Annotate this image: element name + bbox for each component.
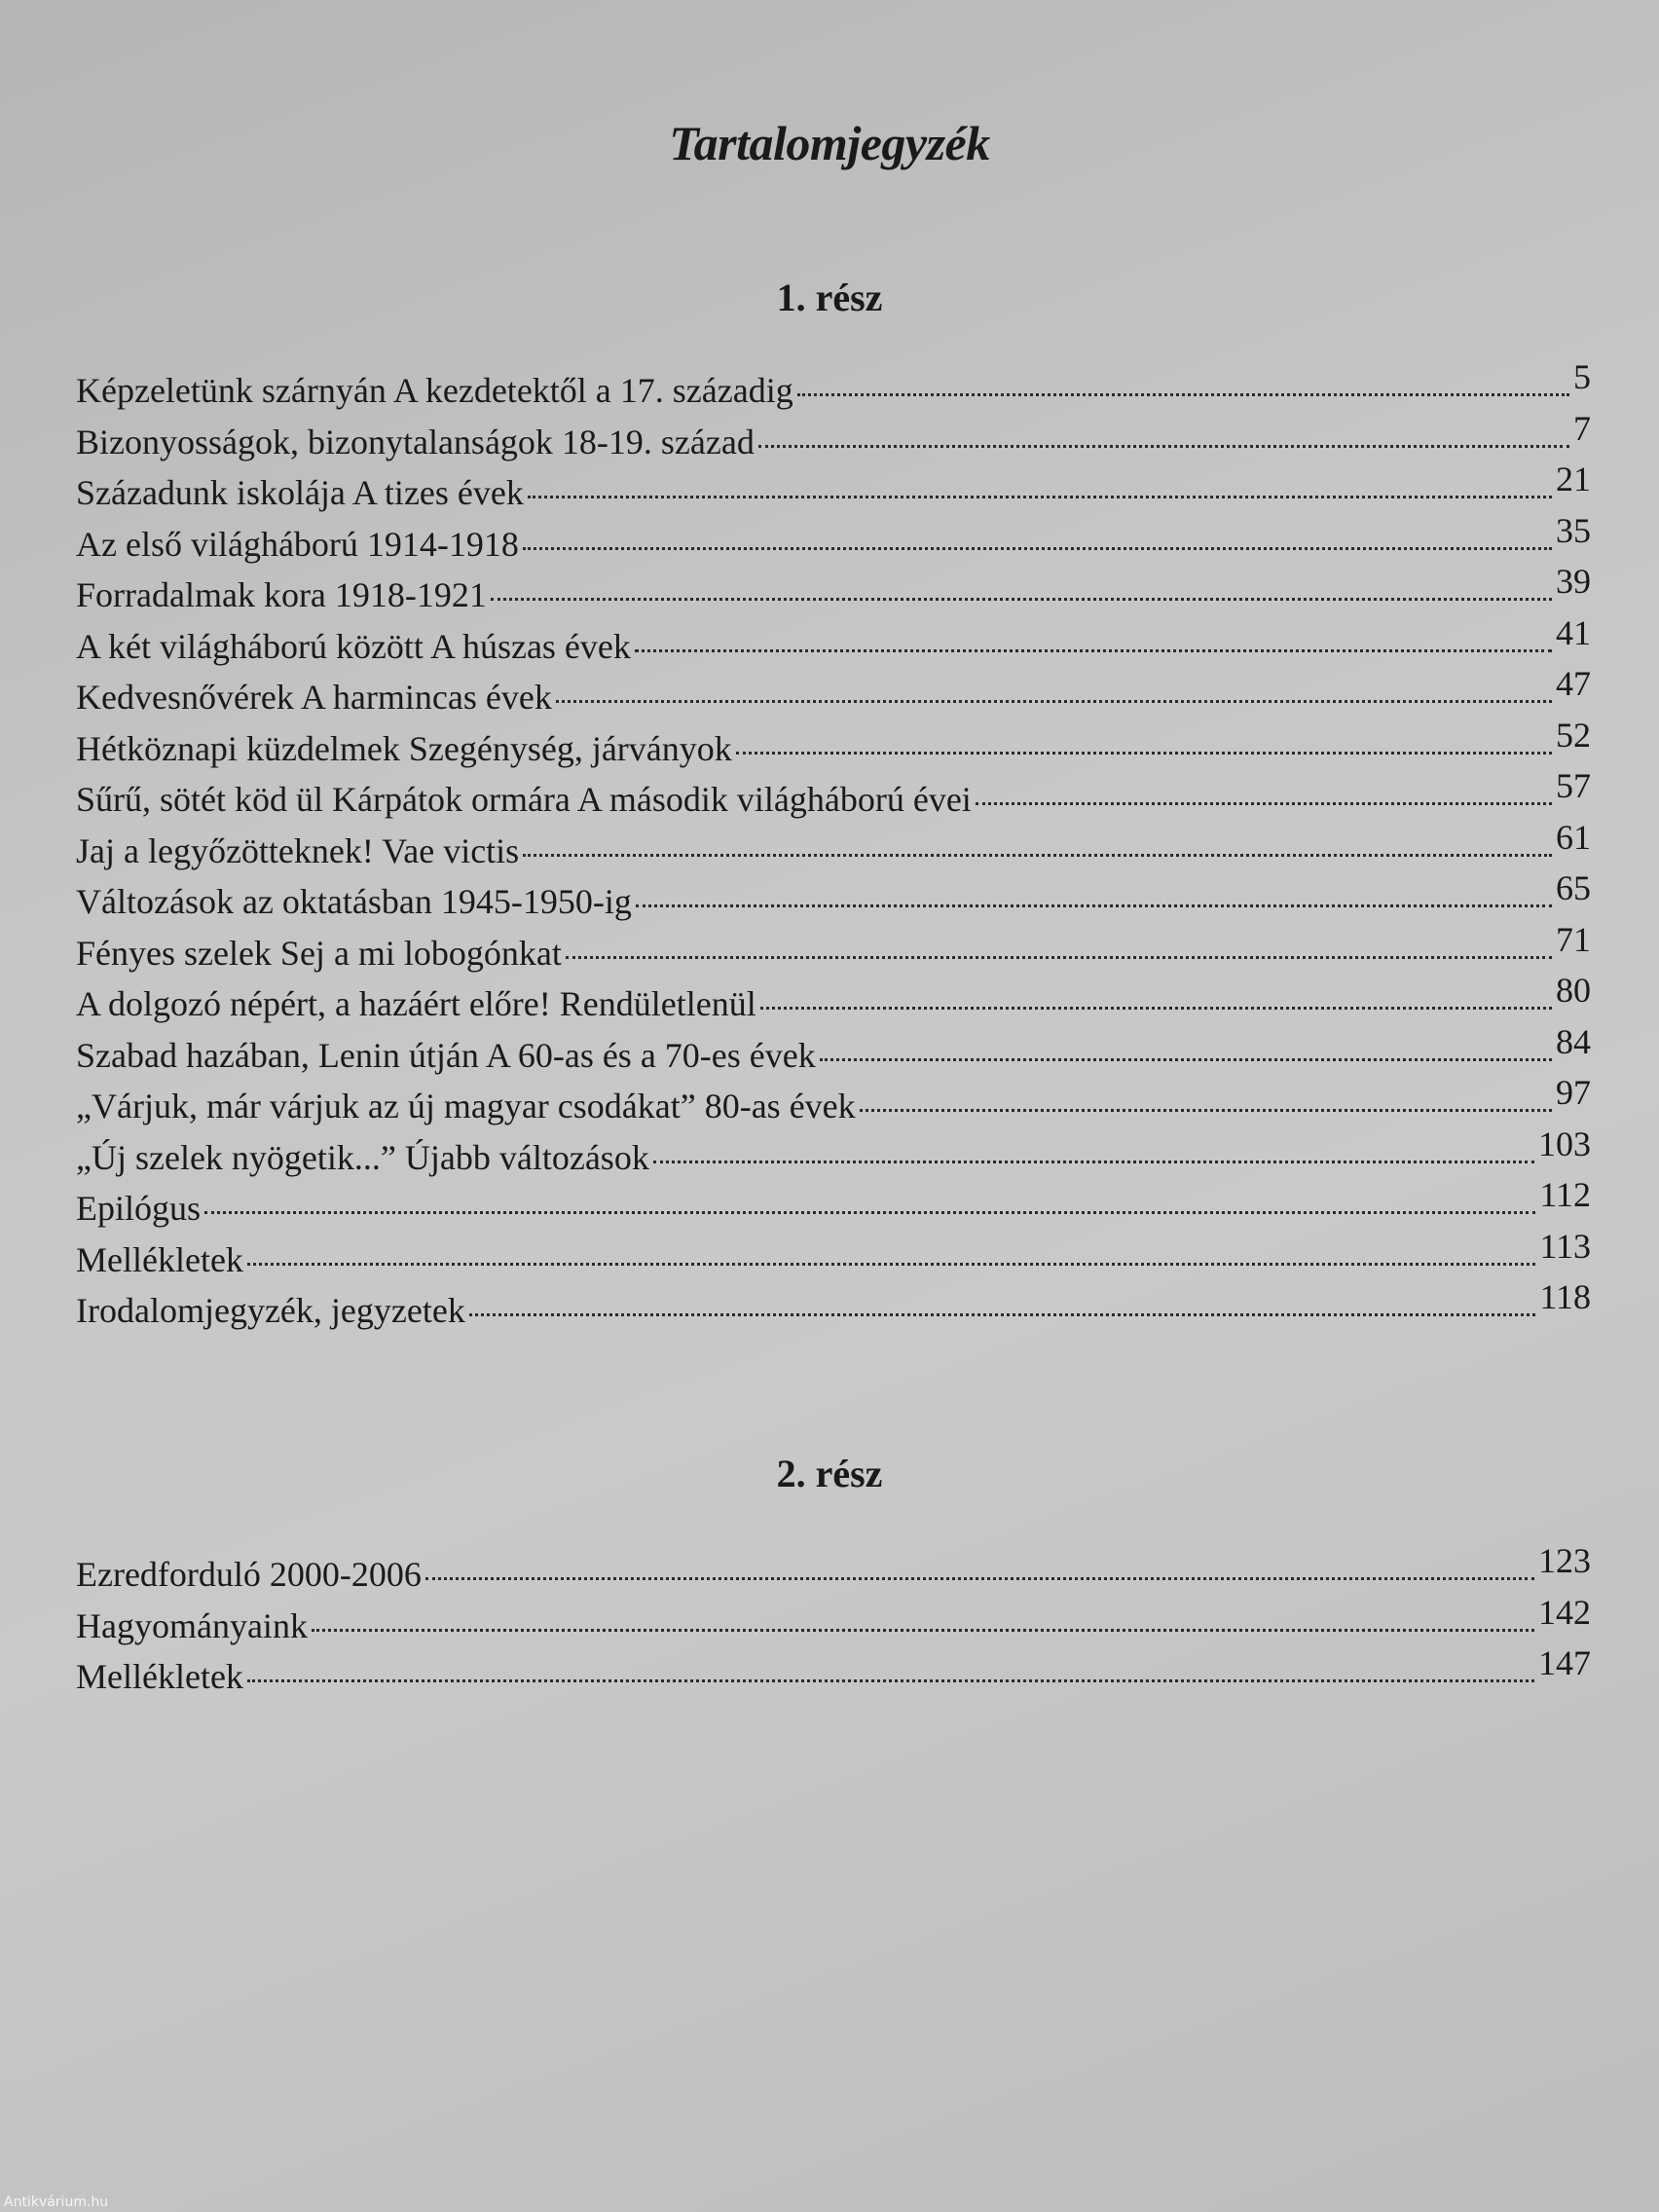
toc-entry-page-number: 52	[1556, 715, 1591, 755]
toc-entry-page-number: 21	[1556, 460, 1591, 498]
toc-leader-dots	[425, 1577, 1534, 1580]
toc-entry-title: Fényes szelek Sej a mi lobogónkat	[76, 933, 562, 973]
toc-entry-title: „Új szelek nyögetik...” Újabb változások	[76, 1137, 649, 1177]
toc-entry-title: Sűrű, sötét köd ül Kárpátok ormára A második világháború évei	[76, 780, 972, 819]
toc-entry-page-number: 118	[1539, 1277, 1591, 1316]
toc-leader-dots	[860, 1109, 1552, 1112]
toc-entry	[76, 1277, 1591, 1342]
toc-entry-page-number: 84	[1556, 1021, 1591, 1061]
toc-entry	[76, 715, 1591, 780]
toc-entry-page-number: 57	[1556, 766, 1591, 805]
toc-leader-dots	[247, 1263, 1535, 1266]
toc-entry-title: Szabad hazában, Lenin útján A 60-as és a 70-es évek	[76, 1035, 816, 1075]
toc-leader-dots	[653, 1161, 1534, 1163]
toc-entry-page-number: 103	[1538, 1124, 1591, 1163]
toc-entry-title: A dolgozó népért, a hazáért előre! Rendületlenül	[76, 984, 756, 1023]
toc-entry-page-number: 147	[1538, 1643, 1591, 1682]
toc-entry-title: „Várjuk, már várjuk az új magyar csodákat” 80-as évek	[76, 1087, 856, 1125]
toc-leader-dots	[976, 802, 1552, 805]
toc-entry	[76, 1073, 1591, 1137]
toc-entry	[76, 1541, 1591, 1605]
toc-part2-list	[76, 1541, 1591, 1708]
part2-heading: 2. rész	[776, 1452, 883, 1495]
toc-entry-page-number: 39	[1556, 562, 1591, 601]
toc-entry-title: A két világháború között A húszas évek	[76, 626, 631, 666]
toc-leader-dots	[247, 1679, 1534, 1682]
toc-leader-dots	[523, 547, 1552, 550]
watermark: Antikvárium.hu	[4, 2194, 109, 2210]
toc-entry	[76, 817, 1591, 882]
toc-entry-page-number: 41	[1556, 612, 1591, 652]
toc-entry-page-number: 113	[1539, 1226, 1591, 1266]
toc-entry-page-number: 123	[1538, 1541, 1591, 1580]
toc-entry-page-number: 112	[1539, 1175, 1591, 1214]
toc-leader-dots	[635, 649, 1552, 652]
toc-leader-dots	[523, 854, 1552, 857]
toc-entry-page-number: 61	[1556, 817, 1591, 857]
toc-entry	[76, 766, 1591, 830]
toc-entry	[76, 408, 1591, 473]
toc-entry	[76, 919, 1591, 984]
toc-leader-dots	[736, 752, 1552, 755]
toc-entry	[76, 460, 1591, 524]
toc-entry-title: Epilógus	[76, 1189, 202, 1228]
toc-entry-page-number: 65	[1556, 868, 1591, 907]
toc-entry-title: Hétköznapi küzdelmek Szegénység, járványok	[76, 728, 732, 768]
toc-entry-title: Mellékletek	[76, 1657, 243, 1696]
toc-entry	[76, 1592, 1591, 1657]
toc-entry-page-number: 80	[1556, 971, 1591, 1010]
toc-entry-title: Mellékletek	[76, 1239, 243, 1279]
toc-entry	[76, 868, 1591, 933]
page-title: Tartalomjegyzék	[669, 116, 990, 170]
toc-entry	[76, 1124, 1591, 1189]
toc-leader-dots	[469, 1313, 1536, 1316]
toc-entry	[76, 562, 1591, 626]
toc-entry	[76, 1226, 1591, 1291]
toc-entry	[76, 971, 1591, 1035]
toc-entry-title: Ezredforduló 2000-2006	[76, 1555, 422, 1594]
toc-leader-dots	[528, 496, 1552, 498]
toc-leader-dots	[758, 445, 1569, 448]
toc-leader-dots	[636, 904, 1552, 907]
toc-entry-title: Századunk iskolája A tizes évek	[76, 473, 524, 512]
toc-leader-dots	[556, 700, 1552, 703]
toc-entry-title: Irodalomjegyzék, jegyzetek	[76, 1291, 465, 1330]
toc-entry-title: Változások az oktatásban 1945-1950-ig	[76, 882, 632, 921]
toc-leader-dots	[312, 1629, 1534, 1632]
toc-leader-dots	[566, 956, 1552, 959]
toc-entry-page-number: 35	[1556, 510, 1591, 550]
toc-entry	[76, 510, 1591, 575]
toc-entry-page-number: 7	[1573, 408, 1591, 448]
toc-entry	[76, 1643, 1591, 1708]
toc-entry-page-number: 142	[1538, 1592, 1591, 1632]
toc-part1-list	[76, 357, 1591, 1342]
toc-entry-title: Bizonyosságok, bizonytalanságok 18-19. század	[76, 422, 755, 461]
toc-entry-title: Kedvesnővérek A harmincas évek	[76, 678, 552, 717]
toc-leader-dots	[820, 1058, 1552, 1061]
toc-entry-title: Az első világháború 1914-1918	[76, 524, 519, 564]
toc-leader-dots	[797, 393, 1569, 396]
toc-entry-title: Jaj a legyőzötteknek! Vae victis	[76, 830, 520, 870]
toc-leader-dots	[491, 598, 1552, 601]
toc-entry	[76, 612, 1591, 678]
toc-entry	[76, 664, 1591, 728]
toc-leader-dots	[760, 1007, 1552, 1010]
toc-entry-page-number: 5	[1573, 357, 1591, 396]
toc-entry-page-number: 47	[1556, 664, 1591, 703]
toc-leader-dots	[204, 1211, 1535, 1214]
toc-entry-title: Hagyományaink	[76, 1605, 308, 1645]
part1-heading: 1. rész	[776, 276, 883, 319]
toc-entry-page-number: 71	[1556, 919, 1591, 959]
toc-entry	[76, 357, 1591, 422]
toc-entry-title: Képzeletünk szárnyán A kezdetektől a 17. századig	[76, 371, 793, 410]
toc-entry-page-number: 97	[1556, 1073, 1591, 1112]
toc-entry	[76, 1175, 1591, 1239]
toc-entry-title: Forradalmak kora 1918-1921	[76, 575, 487, 614]
toc-entry	[76, 1021, 1591, 1087]
